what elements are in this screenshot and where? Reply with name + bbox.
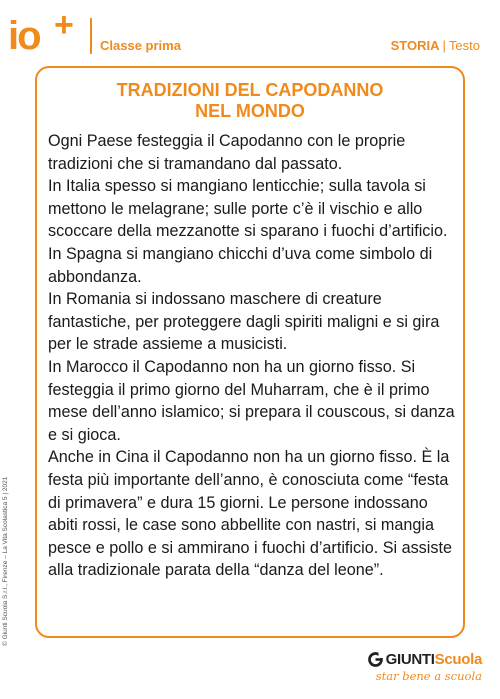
giunti-logo-icon bbox=[368, 652, 383, 667]
io-plus-logo bbox=[8, 6, 72, 58]
paragraph: In Romania si indossano maschere di creature fantastiche, per proteggere dagli spiriti maligni e si gira per le strade assieme a musicisti. bbox=[48, 290, 440, 354]
brand-tagline: star bene a scuola bbox=[375, 669, 482, 683]
subject-name: STORIA bbox=[390, 38, 440, 53]
logo-plus: + bbox=[54, 6, 72, 44]
subject-separator: | bbox=[442, 38, 446, 53]
header-divider bbox=[90, 18, 92, 54]
page-title: TRADIZIONI DEL CAPODANNO NEL MONDO bbox=[116, 80, 384, 121]
document-kind: Testo bbox=[448, 38, 480, 53]
copyright-notice: © Giunti Scuola S.r.l., Firenze – La Vita Scolastica 5 | 2021 bbox=[2, 476, 9, 646]
brand-name: GIUNTIScuola bbox=[385, 651, 482, 668]
paragraph: In Italia spesso si mangiano lenticchie; sulla tavola si mettono le melagrane; sulle porte c’è il vischio e allo scoccare della mezzanotte si sparano i fuochi d’artificio. bbox=[48, 177, 448, 241]
logo-text: io bbox=[8, 14, 40, 58]
paragraph: In Spagna si mangiano chicchi d’uva come simbolo di abbondanza. bbox=[48, 244, 433, 286]
paragraph: Anche in Cina il Capodanno non ha un giorno fisso. È la festa più importante dell’anno, è conosciuta come “festa di primavera” e dura 15 giorni. Le persone indossano abiti rossi, le case sono abbellite con nastri, si mangia pesce e pollo e si ammirano i fuochi d’artificio. Si assiste alla tradizionale parata della “danza del leone”. bbox=[48, 448, 452, 580]
subject-label bbox=[391, 38, 480, 53]
paragraph: Ogni Paese festeggia il Capodanno con le proprie tradizioni che si tramandano dal passato. bbox=[48, 132, 406, 173]
class-label: Classe prima bbox=[100, 38, 181, 53]
giunti-scuola-brand bbox=[368, 651, 482, 683]
story-text bbox=[48, 130, 460, 582]
paragraph: In Marocco il Capodanno non ha un giorno fisso. Si festeggia il primo giorno del Muharram, che è il primo mese dell’anno islamico; si prepara il couscous, si danza e si gioca. bbox=[48, 357, 455, 444]
